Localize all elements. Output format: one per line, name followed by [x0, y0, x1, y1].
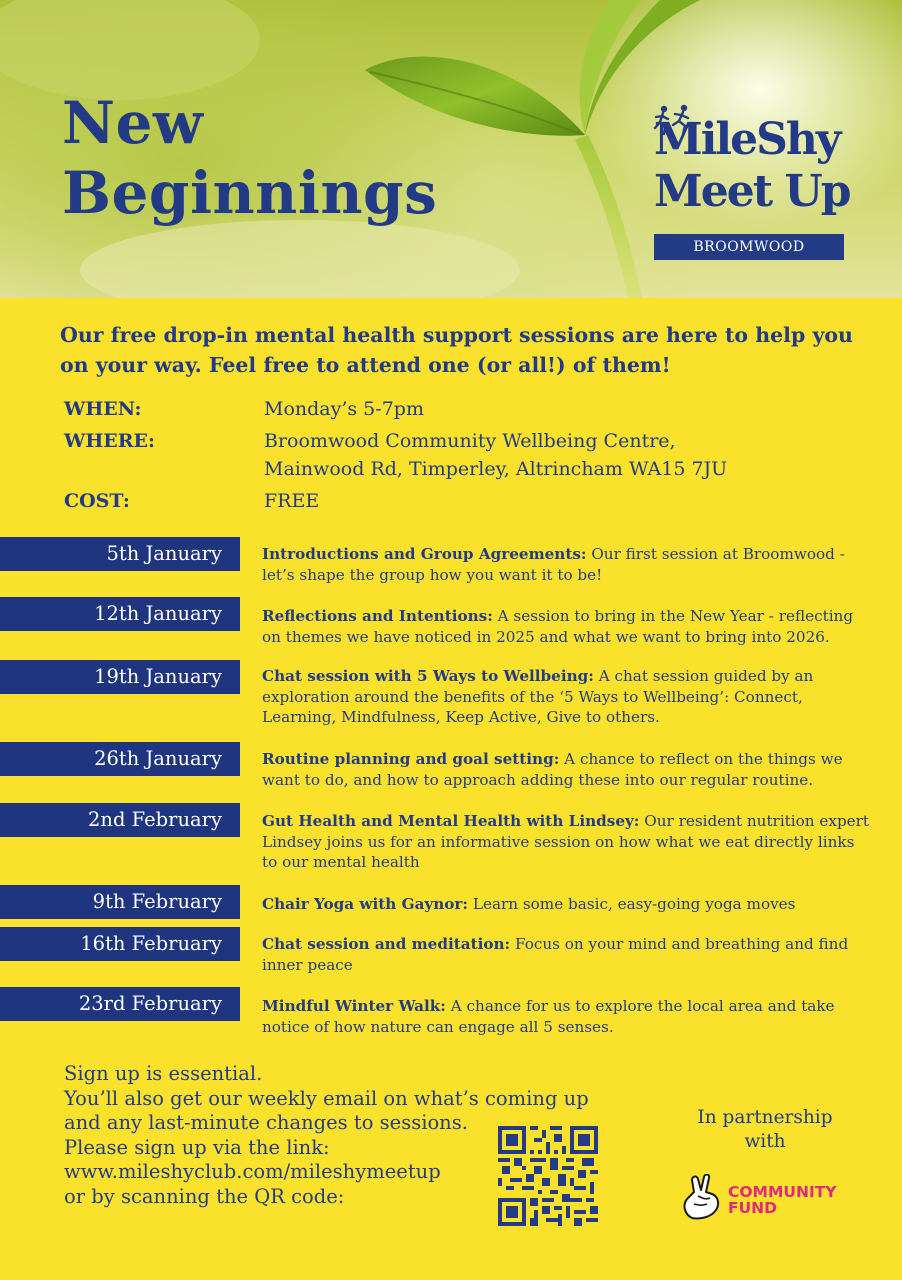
session-description — [262, 996, 872, 1037]
logo-line-1: MileShy — [654, 114, 840, 165]
logo-line-2: Meet Up — [654, 166, 850, 217]
session-description — [262, 544, 872, 585]
session-title: Mindful Winter Walk: — [262, 997, 446, 1015]
session-text: A chat session guided by an exploration around the benefits of the ‘5 Ways to Wellbeing’: Connect, Learning, Mindfulness, Keep Active, Give to others. — [262, 667, 814, 726]
crossed-fingers-icon — [680, 1174, 724, 1220]
fund-line-2: FUND — [728, 1199, 778, 1217]
fund-line-1: COMMUNITY — [728, 1183, 837, 1201]
intro-text: Our free drop-in mental health support sessions are here to help you on your way. Feel free to attend one (or all!) of them! — [60, 323, 853, 377]
session-title: Gut Health and Mental Health with Lindsey: — [262, 812, 640, 830]
session-title: Chat session with 5 Ways to Wellbeing: — [262, 667, 594, 685]
mileshy-logo — [652, 104, 850, 260]
session-description — [262, 749, 872, 790]
session-text: A chance for us to explore the local area and take notice of how nature can engage all 5 senses. — [262, 997, 835, 1036]
session-title: Reflections and Intentions: — [262, 607, 493, 625]
where-label: WHERE: — [64, 430, 156, 452]
where-value-line-2: Mainwood Rd, Timperley, Altrincham WA15 7JU — [264, 458, 728, 480]
session-text: A session to bring in the New Year - reflecting on themes we have noticed in 2025 and what we want to bring into 2026. — [262, 607, 854, 646]
cost-label: COST: — [64, 490, 130, 512]
community-fund-wordmark — [728, 1184, 837, 1216]
page-title — [62, 88, 437, 228]
cost-value: FREE — [264, 490, 320, 512]
session-title: Introductions and Group Agreements: — [262, 545, 587, 563]
session-date: 2nd February — [0, 803, 240, 837]
session-date: 9th February — [0, 885, 240, 919]
session-date: 23rd February — [0, 987, 240, 1021]
session-text: Our resident nutrition expert Lindsey joins us for an informative session on how what we eat directly links to our mental health — [262, 812, 870, 871]
community-fund-logo — [680, 1172, 870, 1222]
session-description — [262, 934, 872, 975]
header-photo — [0, 0, 902, 298]
signup-link[interactable]: www.mileshyclub.com/mileshymeetup — [64, 1160, 441, 1183]
session-description — [262, 811, 872, 873]
session-title: Chair Yoga with Gaynor: — [262, 895, 469, 913]
session-title: Chat session and meditation: — [262, 935, 511, 953]
signup-line: Sign up is essential. — [64, 1062, 263, 1085]
partnership-text — [690, 1106, 840, 1154]
when-value: Monday’s 5-7pm — [264, 398, 424, 420]
session-text: Focus on your mind and breathing and find inner peace — [262, 935, 849, 974]
where-value-line-1: Broomwood Community Wellbeing Centre, — [264, 430, 676, 452]
signup-line: and any last-minute changes to sessions. — [64, 1111, 468, 1134]
session-date: 12th January — [0, 597, 240, 631]
signup-line: or by scanning the QR code: — [64, 1184, 345, 1208]
session-date: 19th January — [0, 660, 240, 694]
title-line-2: Beginnings — [62, 159, 438, 227]
session-date: 26th January — [0, 742, 240, 776]
session-description — [262, 606, 872, 647]
partnership-line-1: In partnership — [697, 1107, 833, 1128]
signup-line: Please sign up via the link: — [64, 1135, 330, 1159]
session-date: 16th February — [0, 927, 240, 961]
session-text: A chance to reflect on the things we want to do, and how to approach adding these into our regular routine. — [262, 750, 843, 789]
logo-location-band: BROOMWOOD — [654, 234, 844, 260]
session-description — [262, 894, 872, 915]
title-line-1: New — [62, 89, 204, 157]
session-description — [262, 666, 872, 728]
qr-code-icon[interactable] — [498, 1126, 598, 1226]
session-text: Learn some basic, easy-going yoga moves — [472, 895, 796, 913]
session-title: Routine planning and goal setting: — [262, 750, 560, 768]
partnership-line-2: with — [744, 1131, 786, 1152]
signup-line: You’ll also get our weekly email on what’s coming up — [64, 1086, 589, 1110]
when-label: WHEN: — [64, 398, 142, 420]
session-date: 5th January — [0, 537, 240, 571]
session-text: Our first session at Broomwood - let’s shape the group how you want it to be! — [262, 545, 845, 584]
